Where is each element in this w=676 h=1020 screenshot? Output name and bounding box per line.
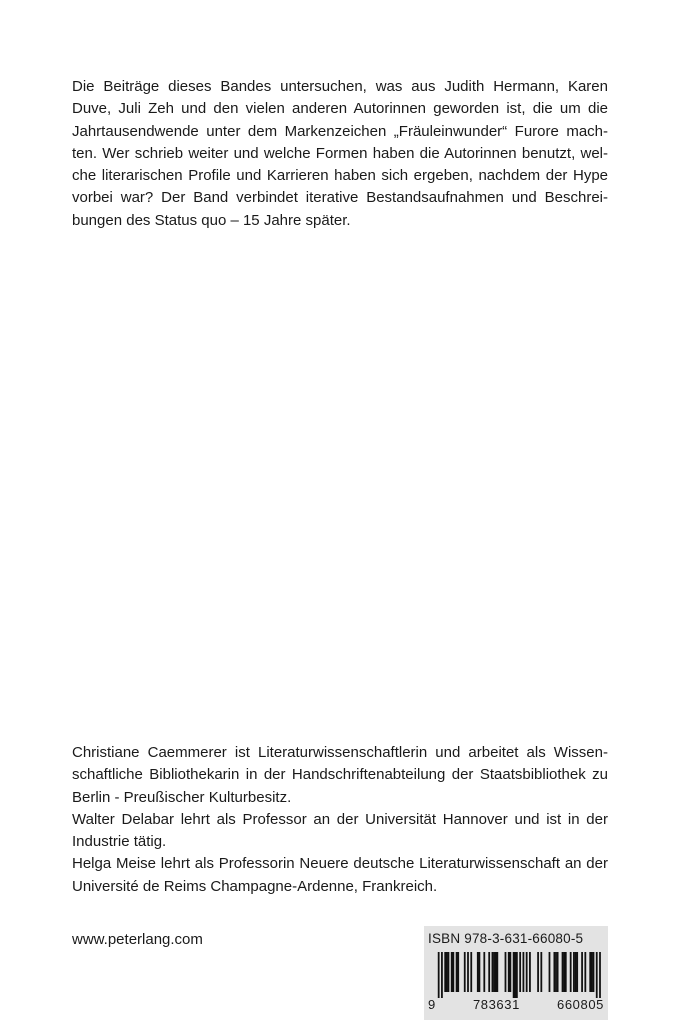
barcode-digits-left: 783631 — [472, 997, 520, 1012]
bio-christiane-caemmerer: Christiane Caemmerer ist Literaturwissenschaftlerin und arbeitet als Wissenschaftliche Bibliothekarin in der Handschriftenabteilung der Staatsbibliothek zu Berlin - Preußischer Kulturbesitz. — [72, 744, 608, 806]
barcode-digits — [428, 997, 604, 1013]
barcode-icon — [428, 952, 604, 998]
bio-helga-meise: Helga Meise lehrt als Professorin Neuere deutsche Literaturwissenschaft an der Université de Reims Champagne-Ardenne, Frankreich. — [72, 855, 608, 895]
editor-bios — [72, 742, 608, 898]
isbn-number: ISBN 978-3-631-66080-5 — [428, 931, 584, 946]
isbn-barcode-box — [424, 926, 608, 1020]
barcode-digits-right: 660805 — [557, 997, 604, 1012]
bio-walter-delabar: Walter Delabar lehrt als Professor an der Universität Hannover und ist in der Industrie tätig. — [72, 810, 608, 851]
barcode-digit-first: 9 — [428, 997, 436, 1012]
publisher-website: www.peterlang.com — [72, 931, 203, 948]
back-cover-blurb: Die Beiträge dieses Bandes untersuchen, was aus Judith Hermann, Karen Duve, Juli Zeh und den vielen anderen Autorinnen geworden ist, die um die Jahrtausendwende unter dem Markenzeichen „Fräuleinwunder“ Furore machten. Wer schrieb weiter und welche Formen haben die Autorinnen benutzt, welche literarischen Profile und Karrieren haben sich ergeben, nachdem der Hype vorbei war? Der Band verbindet iterative Bestandsaufnahmen und Beschreibungen des Status quo – 15 Jahre später. — [72, 78, 608, 229]
